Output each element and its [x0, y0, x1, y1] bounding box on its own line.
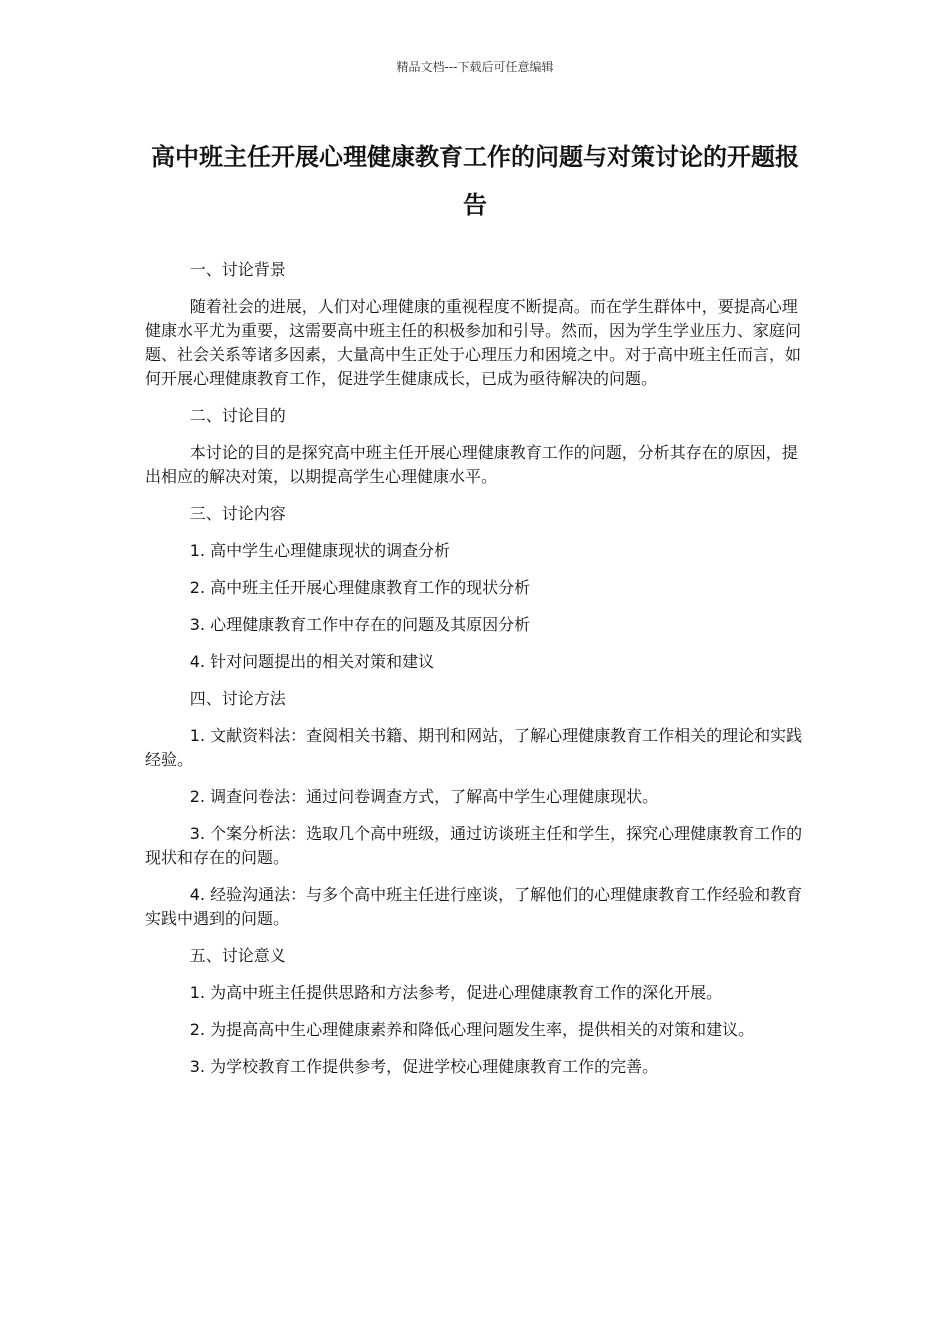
- document-body: [145, 258, 805, 1092]
- list-item: 4. 针对问题提出的相关对策和建议: [189, 652, 435, 671]
- list-item: 2. 高中班主任开展心理健康教育工作的现状分析: [189, 578, 531, 597]
- paragraph-purpose: 本讨论的目的是探究高中班主任开展心理健康教育工作的问题，分析其存在的原因，提出相应的解决对策，以期提高学生心理健康水平。: [145, 443, 798, 486]
- list-item: 3. 为学校教育工作提供参考，促进学校心理健康教育工作的完善。: [189, 1057, 659, 1076]
- list-item: 3. 心理健康教育工作中存在的问题及其原因分析: [189, 615, 531, 634]
- list-item: 1. 文献资料法：查阅相关书籍、期刊和网站，了解心理健康教育工作相关的理论和实践经验。: [145, 726, 803, 769]
- header-note: 精品文档---下载后可任意编辑: [396, 60, 554, 74]
- list-item: 1. 高中学生心理健康现状的调查分析: [189, 541, 451, 560]
- section-heading-purpose: 二、讨论目的: [189, 406, 286, 425]
- list-item: 4. 经验沟通法：与多个高中班主任进行座谈，了解他们的心理健康教育工作经验和教育实践中遇到的问题。: [145, 885, 803, 928]
- section-heading-background: 一、讨论背景: [189, 260, 286, 279]
- list-item: 1. 为高中班主任提供思路和方法参考，促进心理健康教育工作的深化开展。: [189, 983, 723, 1002]
- paragraph-background: 随着社会的进展，人们对心理健康的重视程度不断提高。而在学生群体中，要提高心理健康水平尤为重要，这需要高中班主任的积极参加和引导。然而，因为学生学业压力、家庭问题、社会关系等诸多因素，大量高中生正处于心理压力和困境之中。对于高中班主任而言，如何开展心理健康教育工作，促进学生健康成长，已成为亟待解决的问题。: [145, 297, 802, 388]
- document-title: 高中班主任开展心理健康教育工作的问题与对策讨论的开题报告: [151, 143, 799, 219]
- list-item: 2. 为提高高中生心理健康素养和降低心理问题发生率，提供相关的对策和建议。: [189, 1020, 755, 1039]
- section-heading-content: 三、讨论内容: [189, 504, 286, 523]
- list-item: 3. 个案分析法：选取几个高中班级，通过访谈班主任和学生，探究心理健康教育工作的现状和存在的问题。: [145, 824, 803, 867]
- section-heading-methods: 四、讨论方法: [189, 689, 286, 708]
- section-heading-significance: 五、讨论意义: [189, 946, 286, 965]
- list-item: 2. 调查问卷法：通过问卷调查方式，了解高中学生心理健康现状。: [189, 787, 659, 806]
